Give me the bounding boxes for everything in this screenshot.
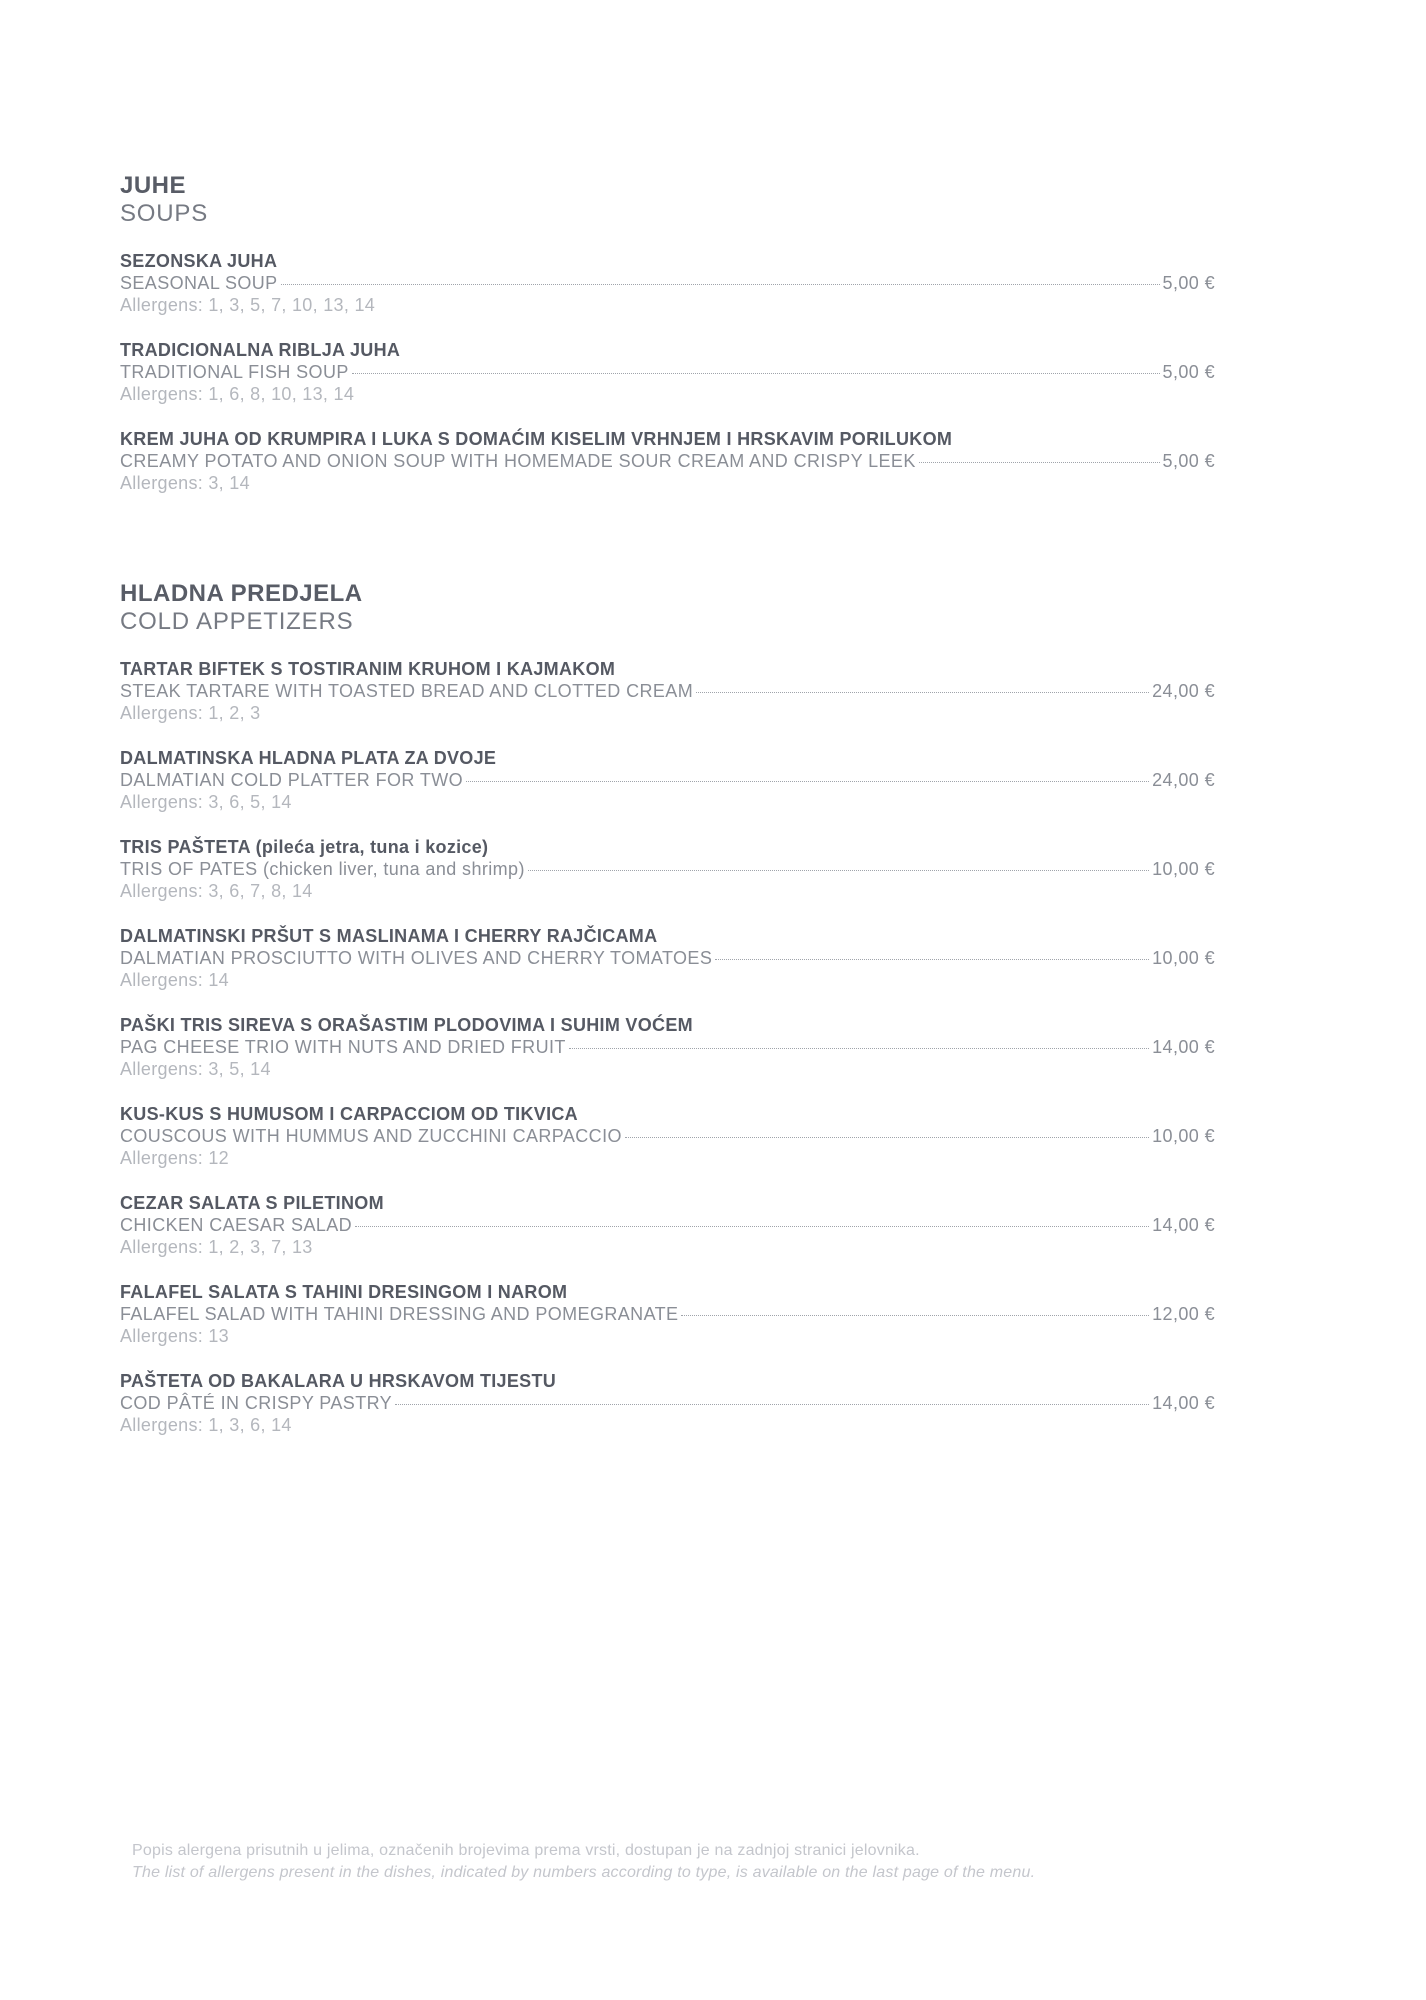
menu-item [120,747,1215,836]
item-english-name: TRIS OF PATES (chicken liver, tuna and shrimp) [120,859,525,879]
item-allergens: Allergens: 1, 6, 8, 10, 13, 14 [120,384,355,404]
item-price: 10,00 € [1152,1126,1215,1146]
item-name: SEZONSKA JUHA [120,251,278,271]
item-name: CEZAR SALATA S PILETINOM [120,1193,384,1213]
item-row [120,858,1215,880]
item-price: 24,00 € [1152,681,1215,701]
item-allergens: Allergens: 3, 5, 14 [120,1059,271,1079]
allergen-footnote [132,1840,1232,1884]
item-english-name: STEAK TARTARE WITH TOASTED BREAD AND CLOTTED CREAM [120,681,694,701]
item-row [120,1125,1215,1147]
item-row [120,680,1215,702]
item-price: 10,00 € [1152,859,1215,879]
section-cold-appetizers [120,580,1215,1459]
dot-leader [625,1137,1149,1138]
section-soups [120,172,1215,517]
item-row [120,947,1215,969]
item-price: 5,00 € [1162,362,1215,382]
dot-leader [696,692,1149,693]
item-name: TRIS PAŠTETA (pileća jetra, tuna i kozice) [120,837,489,857]
item-english-name: SEASONAL SOUP [120,273,278,293]
item-row [120,361,1215,383]
item-price: 14,00 € [1152,1215,1215,1235]
item-price: 14,00 € [1152,1393,1215,1413]
footnote-croatian: Popis alergena prisutnih u jelima, označenih brojevima prema vrsti, dostupan je na zadnjoj stranici jelovnika. [132,1842,920,1859]
dot-leader [395,1404,1149,1405]
item-allergens: Allergens: 13 [120,1326,229,1346]
footnote-english: The list of allergens present in the dishes, indicated by numbers according to type, is available on the last page of the menu. [132,1864,1036,1881]
item-english-name: CHICKEN CAESAR SALAD [120,1215,353,1235]
item-row [120,769,1215,791]
item-english-name: COD PÂTÉ IN CRISPY PASTRY [120,1393,393,1413]
menu-item [120,658,1215,747]
item-english-name: TRADITIONAL FISH SOUP [120,362,349,382]
dot-leader [715,959,1149,960]
menu-item [120,428,1215,517]
item-row [120,450,1215,472]
menu-item [120,925,1215,1014]
item-english-name: FALAFEL SALAD WITH TAHINI DRESSING AND POMEGRANATE [120,1304,679,1324]
item-row [120,272,1215,294]
item-price: 5,00 € [1162,451,1215,471]
item-price: 10,00 € [1152,948,1215,968]
item-name: FALAFEL SALATA S TAHINI DRESINGOM I NAROM [120,1282,568,1302]
item-allergens: Allergens: 3, 6, 7, 8, 14 [120,881,313,901]
item-allergens: Allergens: 3, 14 [120,473,250,493]
dot-leader [919,462,1160,463]
item-allergens: Allergens: 12 [120,1148,229,1168]
section-subtitle: COLD APPETIZERS [120,608,354,635]
item-row [120,1303,1215,1325]
dot-leader [352,373,1160,374]
item-allergens: Allergens: 3, 6, 5, 14 [120,792,292,812]
item-allergens: Allergens: 1, 2, 3, 7, 13 [120,1237,313,1257]
item-price: 5,00 € [1162,273,1215,293]
item-english-name: PAG CHEESE TRIO WITH NUTS AND DRIED FRUIT [120,1037,566,1057]
dot-leader [681,1315,1149,1316]
dot-leader [528,870,1149,871]
section-title: HLADNA PREDJELA [120,580,363,607]
menu-item [120,250,1215,339]
item-english-name: DALMATIAN PROSCIUTTO WITH OLIVES AND CHERRY TOMATOES [120,948,713,968]
menu-item [120,1281,1215,1370]
menu-item [120,339,1215,428]
item-price: 14,00 € [1152,1037,1215,1057]
menu-item [120,1370,1215,1459]
section-subtitle: SOUPS [120,200,209,227]
dot-leader [569,1048,1149,1049]
dot-leader [281,284,1160,285]
dot-leader [466,781,1149,782]
item-name: PAŠTETA OD BAKALARA U HRSKAVOM TIJESTU [120,1371,557,1391]
item-allergens: Allergens: 1, 2, 3 [120,703,261,723]
menu-item [120,1192,1215,1281]
item-allergens: Allergens: 1, 3, 5, 7, 10, 13, 14 [120,295,376,315]
item-allergens: Allergens: 14 [120,970,229,990]
item-name: TRADICIONALNA RIBLJA JUHA [120,340,401,360]
dot-leader [355,1226,1149,1227]
item-name: PAŠKI TRIS SIREVA S ORAŠASTIM PLODOVIMA I SUHIM VOĆEM [120,1015,693,1035]
menu-item [120,1014,1215,1103]
section-title: JUHE [120,172,187,199]
menu-item [120,836,1215,925]
item-allergens: Allergens: 1, 3, 6, 14 [120,1415,292,1435]
item-name: KUS-KUS S HUMUSOM I CARPACCIOM OD TIKVICA [120,1104,578,1124]
item-english-name: CREAMY POTATO AND ONION SOUP WITH HOMEMADE SOUR CREAM AND CRISPY LEEK [120,451,916,471]
item-price: 12,00 € [1152,1304,1215,1324]
item-row [120,1214,1215,1236]
item-english-name: DALMATIAN COLD PLATTER FOR TWO [120,770,464,790]
item-name: TARTAR BIFTEK S TOSTIRANIM KRUHOM I KAJMAKOM [120,659,616,679]
item-row [120,1036,1215,1058]
item-english-name: COUSCOUS WITH HUMMUS AND ZUCCHINI CARPACCIO [120,1126,622,1146]
item-name: DALMATINSKI PRŠUT S MASLINAMA I CHERRY RAJČICAMA [120,926,658,946]
menu-item [120,1103,1215,1192]
item-name: DALMATINSKA HLADNA PLATA ZA DVOJE [120,748,497,768]
item-row [120,1392,1215,1414]
item-name: KREM JUHA OD KRUMPIRA I LUKA S DOMAĆIM KISELIM VRHNJEM I HRSKAVIM PORILUKOM [120,429,953,449]
item-price: 24,00 € [1152,770,1215,790]
